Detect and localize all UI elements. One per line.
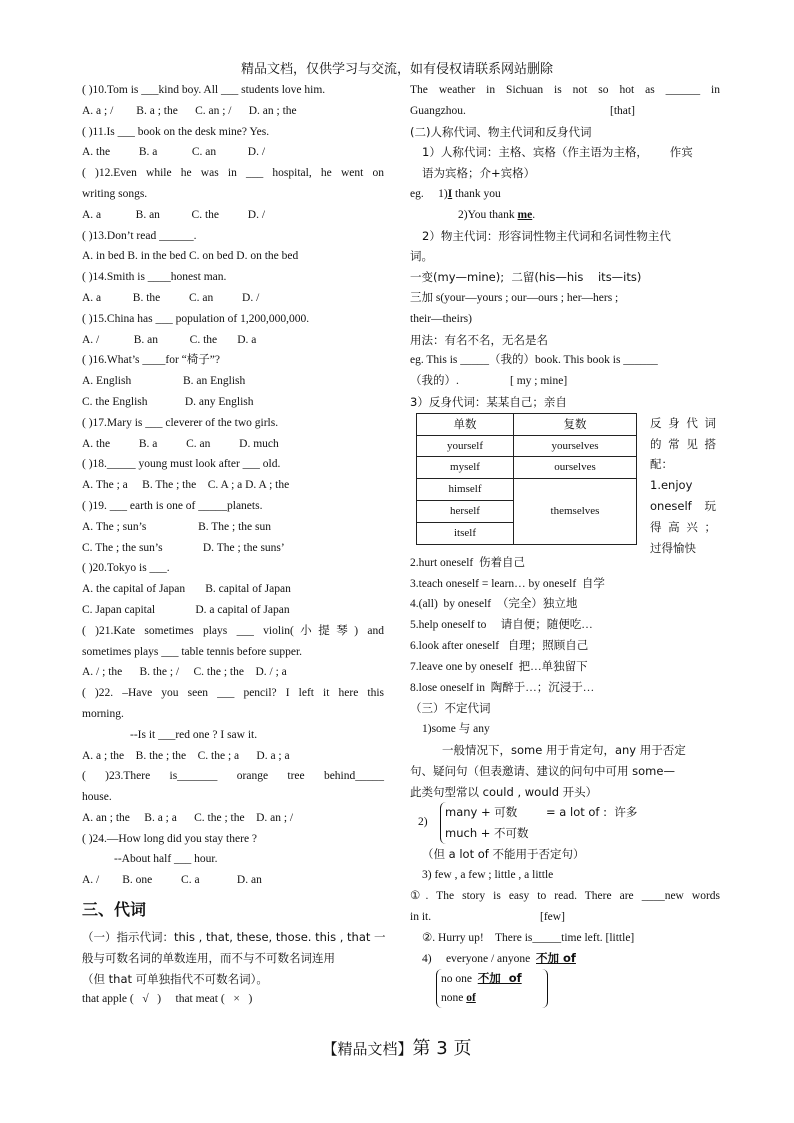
everyone-anyone-rule	[410, 948, 720, 969]
few-example-1: ①. The story is easy to read. There are ____new words	[410, 889, 720, 902]
no-one-no-of: 不加 of	[477, 971, 522, 986]
left-column	[82, 80, 384, 1010]
question-12-options: A. a B. an C. the D. /	[82, 208, 266, 221]
page-footer	[0, 1034, 794, 1060]
table-cell: itself	[417, 522, 514, 544]
question-19: ( )19. ___ earth is one of _____planets.	[82, 499, 263, 512]
question-19-options-2: C. The ; the sun’s D. The ; the suns’	[82, 541, 285, 554]
some-any-rule-2: 句、疑问句（但表邀请、建议的问句中可用 some—	[410, 763, 675, 778]
table-head-singular: 单数	[417, 413, 514, 435]
no-of-note: 不加 of	[536, 951, 576, 966]
few-example-1-tail: in it.	[410, 910, 432, 923]
table-cell: yourselves	[514, 435, 637, 457]
many-countable: many + 可数	[445, 805, 518, 820]
side-line: 的常见搭	[650, 436, 716, 451]
example-2-prefix: 2)You thank	[458, 208, 518, 221]
question-23: ( )23.There is_______ orange tree behind_____	[82, 770, 384, 783]
question-24-options: A. / B. one C. a D. an	[82, 874, 262, 887]
personal-example-2	[410, 205, 720, 226]
question-15-options: A. / B. an C. the D. a	[82, 333, 257, 346]
subsection-personal-title: (二)人称代词、物主代词和反身代词	[410, 124, 592, 139]
reflexive-table	[416, 413, 637, 545]
question-19-options-1: A. The ; sun’s B. The ; the sun	[82, 520, 272, 533]
check-mark-icon: √	[142, 993, 149, 1006]
few-little-title: 3) few , a few ; little , a little	[422, 869, 554, 882]
none: none	[441, 992, 467, 1005]
some-any-rule: 一般情况下，some 用于肯定句，any 用于否定	[442, 742, 686, 757]
footer-tag: 【精品文档】	[322, 1040, 413, 1058]
example-close: )	[248, 993, 253, 1006]
possessive-usage: 用法：有名不名，无名是名	[410, 332, 548, 347]
table-cell: myself	[417, 457, 514, 479]
question-14: ( )14.Smith is ____honest man.	[82, 271, 227, 284]
table-cell: ourselves	[514, 457, 637, 479]
question-16-options-1: A. English B. an English	[82, 375, 246, 388]
right-column	[410, 80, 720, 1009]
some-any-rule-3: 此类句型常以 could , would 开头）	[410, 784, 598, 799]
question-18-options: A. The ; a B. The ; the C. A ; a D. A ; the	[82, 479, 290, 492]
cross-mark-icon: ×	[233, 993, 240, 1006]
table-cell: herself	[417, 500, 514, 522]
personal-pronoun-rule-cont: 语为宾格；介+宾格）	[422, 166, 536, 181]
phrase-6: 6.look after oneself 自理；照顾自己	[410, 639, 589, 652]
personal-pronoun-rule: 1）人称代词：主格、宾格（作主语为主格， 作宾	[422, 145, 693, 160]
question-23-options: A. an ; the B. a ; a C. the ; the D. an ; /	[82, 811, 294, 824]
question-24-reply: --About half ___ hour.	[114, 853, 218, 866]
question-10: ( )10.Tom is ___kind boy. All ___ students love him.	[82, 84, 326, 96]
question-20: ( )20.Tokyo is ___.	[82, 562, 170, 575]
little-example-2: ②. Hurry up! There is_____time left. [little]	[422, 931, 635, 944]
side-line: 得高兴；	[650, 519, 716, 534]
reflexive-table-area	[410, 413, 720, 553]
weather-sentence: The weather in Sichuan is not so hot as ______ in	[410, 84, 720, 96]
possessive-example-cont	[410, 371, 720, 392]
question-13-options: A. in bed B. in the bed C. on bed D. on the bed	[82, 250, 299, 263]
example-2-object: me	[517, 208, 533, 221]
demonstrative-title: （一）指示代词：this , that, these, those. this , that 一	[82, 930, 386, 945]
example-answer: [ my ; mine]	[510, 375, 568, 388]
question-12: ( )12.Even while he was in ___ hospital, he went on	[82, 167, 384, 180]
no-one-line	[441, 969, 539, 989]
possessive-rule: 2）物主代词：形容词性物主代词和名词性物主代	[422, 228, 671, 243]
question-10-options: A. a ; / B. a ; the C. an ; / D. an ; the	[82, 104, 297, 117]
question-18: ( )18._____ young must look after ___ old.	[82, 458, 281, 471]
much-uncountable: much + 不可数	[445, 826, 529, 841]
possessive-add-s-cont: their—theirs)	[410, 312, 472, 325]
subsection-indefinite-title: （三）不定代词	[410, 701, 491, 716]
many-much-number: 2)	[418, 816, 428, 829]
reflexive-collocation-note	[650, 413, 716, 559]
question-17: ( )17.Mary is ___ cleverer of the two girls.	[82, 416, 279, 429]
weather-answer: [that]	[610, 104, 635, 117]
side-line: 反身代词	[650, 415, 716, 430]
reflexive-title: 3）反身代词：某某自己；亲自	[410, 394, 567, 409]
example-1-prefix: eg. 1)	[410, 187, 448, 200]
phrase-4: 4.(all) by oneself （完全）独立地	[410, 598, 578, 611]
many-much-brace	[440, 802, 529, 844]
no-one-none-brace	[436, 969, 548, 1008]
side-line: 1.enjoy	[650, 478, 693, 493]
question-22-cont: morning.	[82, 707, 124, 720]
example-1-subject: I	[447, 187, 453, 200]
possessive-change: 一变(my—mine); 二留(his—his its—its)	[410, 270, 642, 285]
possessive-example: eg. This is _____（我的）book. This book is ______	[410, 354, 658, 367]
page-header: 精品文档，仅供学习与交流，如有侵权请联系网站删除	[240, 62, 553, 77]
question-21-cont: sometimes plays ___ table tennis before supper.	[82, 645, 303, 658]
some-any-title: 1)some 与 any	[422, 723, 490, 736]
section-title: 三、代词	[82, 900, 147, 920]
phrase-2: 2.hurt oneself 伤着自己	[410, 556, 525, 569]
question-16-options-2: C. the English D. any English	[82, 395, 254, 408]
everyone-anyone: 4) everyone / anyone	[422, 953, 537, 966]
few-example-1-answer: [few]	[540, 910, 565, 923]
none-of: of	[466, 992, 476, 1005]
question-21-options: A. / ; the B. the ; / C. the ; the D. / ; a	[82, 666, 287, 679]
question-14-options: A. a B. the C. an D. /	[82, 291, 260, 304]
example-meat: ) that meat (	[157, 993, 225, 1006]
question-17-options: A. the B. a C. an D. much	[82, 437, 279, 450]
table-cell: yourself	[417, 435, 514, 457]
possessive-add-s: 三加 s(your—yours ; our—ours ; her—hers ;	[410, 291, 619, 304]
few-example-1-cont	[410, 907, 720, 928]
phrase-5: 5.help oneself to 请自便；随便吃…	[410, 619, 593, 632]
weather-guangzhou: Guangzhou.	[410, 104, 466, 117]
question-12-cont: writing songs.	[82, 187, 148, 200]
demonstrative-line-2: 般与可数名词的单数连用，而不与不可数名词连用	[82, 950, 335, 965]
phrase-3: 3.teach oneself = learn… by oneself 自学	[410, 577, 605, 590]
phrase-8: 8.lose oneself in 陶醉于…；沉浸于…	[410, 681, 595, 694]
none-line	[441, 989, 539, 1008]
a-lot-of-note: （但 a lot of 不能用于否定句）	[422, 847, 585, 862]
side-line: 过得愉快	[650, 540, 696, 555]
question-22: ( )22. –Have you seen ___ pencil? I left it here this	[82, 687, 384, 700]
personal-example-1	[410, 184, 720, 205]
table-cell: himself	[417, 479, 514, 501]
no-one: no one	[441, 973, 478, 986]
example-apple: that apple (	[82, 993, 134, 1006]
table-head-plural: 复数	[514, 413, 637, 435]
question-21: ( )21.Kate sometimes plays ___ violin(小提琴) and	[82, 624, 384, 637]
example-2-period: .	[532, 208, 536, 221]
question-22-reply: --Is it ___red one ? I saw it.	[130, 728, 258, 741]
question-16: ( )16.What’s ____for “椅子”?	[82, 354, 220, 367]
question-11: ( )11.Is ___ book on the desk mine? Yes.	[82, 125, 270, 138]
phrase-7: 7.leave one by oneself 把…单独留下	[410, 660, 588, 673]
example-mine: （我的）.	[410, 375, 459, 388]
possessive-rule-cont: 词。	[410, 249, 433, 264]
a-lot-of-rule: = a lot of : 许多	[546, 805, 638, 820]
no-one-none-block	[410, 969, 720, 1009]
question-11-options: A. the B. a C. an D. /	[82, 146, 266, 159]
question-20-options-2: C. Japan capital D. a capital of Japan	[82, 603, 290, 616]
page-number: 第 3 页	[412, 1038, 472, 1059]
question-13: ( )13.Don’t read ______.	[82, 229, 197, 242]
side-line: oneself 玩	[650, 498, 716, 513]
table-cell: themselves	[514, 479, 637, 544]
weather-sentence-cont	[410, 101, 720, 122]
question-22-options: A. a ; the B. the ; the C. the ; a D. a ; a	[82, 749, 290, 762]
side-line: 配：	[650, 457, 673, 472]
many-much-block	[410, 802, 720, 844]
example-1-rest: thank you	[452, 187, 501, 200]
question-15: ( )15.China has ___ population of 1,200,000,000.	[82, 312, 310, 325]
question-23-cont: house.	[82, 791, 112, 804]
question-20-options-1: A. the capital of Japan B. capital of Japan	[82, 583, 291, 596]
demonstrative-example	[82, 989, 384, 1010]
question-24: ( )24.—How long did you stay there ?	[82, 832, 258, 845]
demonstrative-line-3: （但 that 可单独指代不可数名词）。	[82, 971, 268, 986]
